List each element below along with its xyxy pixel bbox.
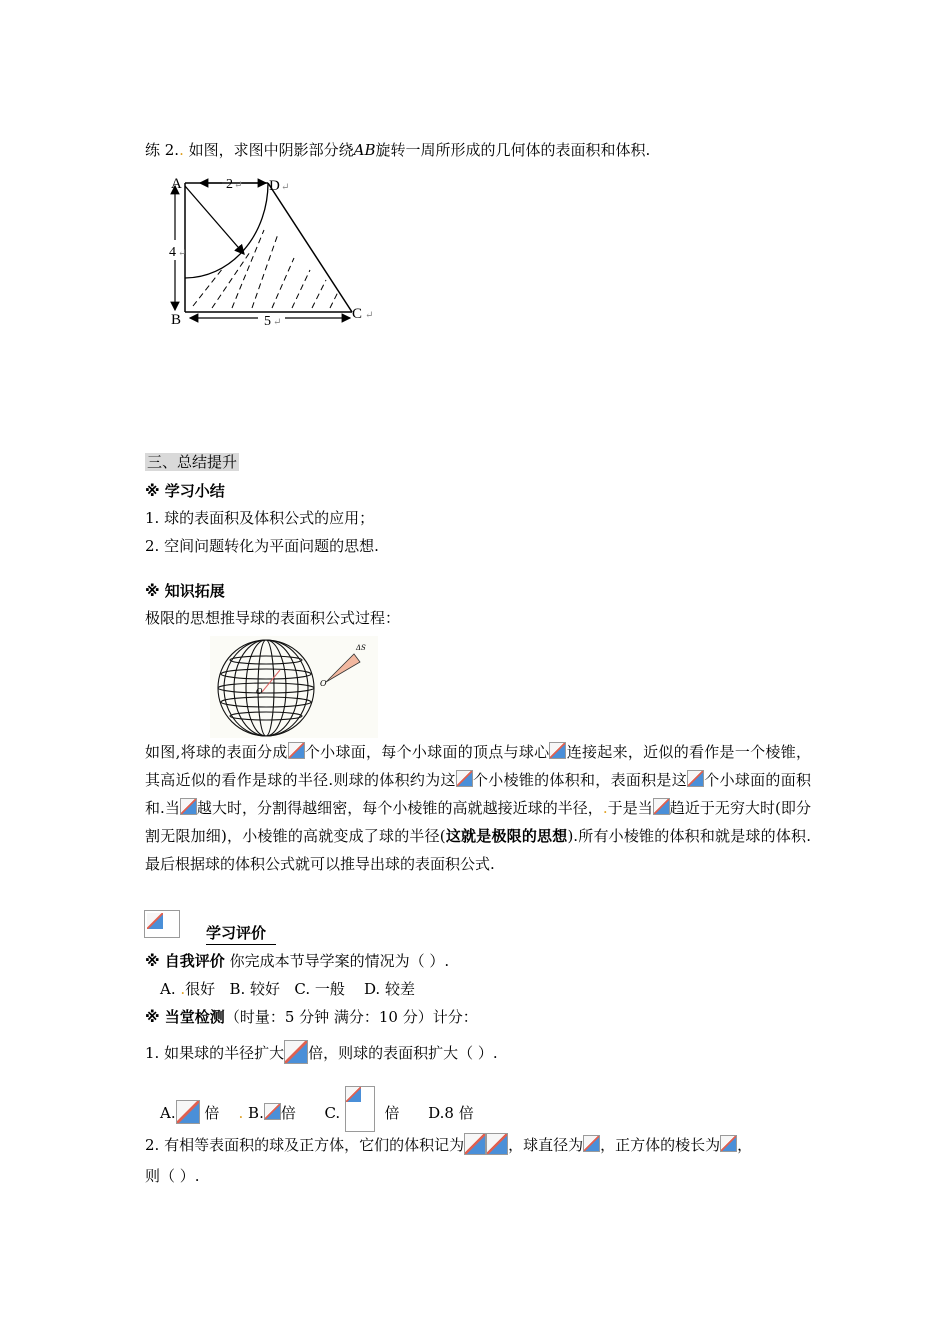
limit-idea-emphasis: 这就是极限的思想	[445, 827, 568, 845]
formula-image	[345, 1086, 375, 1132]
evaluation-title: 学习评价	[206, 922, 276, 945]
svg-text:↵: ↵	[281, 182, 290, 193]
trapezoid-figure	[160, 170, 380, 330]
formula-image	[486, 1133, 508, 1155]
radius-arrow	[185, 186, 244, 254]
formula-image	[687, 770, 704, 787]
formula-image	[464, 1133, 486, 1155]
formula-image	[176, 1100, 200, 1124]
formula-image	[288, 742, 305, 759]
delta-s-label: ΔS	[356, 644, 366, 652]
option-d[interactable]: D. 较差	[363, 980, 415, 998]
sphere-figure	[210, 636, 378, 738]
label-c: C	[352, 306, 363, 322]
formula-image	[583, 1135, 600, 1152]
formula-image	[720, 1135, 737, 1152]
svg-text:O: O	[256, 687, 263, 696]
self-evaluation-options: A. .很好 B. 较好 C. 一般 D. 较差	[160, 980, 415, 998]
svg-text:↵: ↵	[178, 248, 187, 259]
svg-text:↵: ↵	[234, 180, 243, 191]
formula-image	[284, 1040, 308, 1064]
formula-image	[180, 798, 197, 815]
summary-heading: ※ 学习小结	[145, 482, 225, 500]
question-2: 2. 有相等表面积的球及正方体，它们的体积记为 ，球直径为 ，正方体的棱长为 ，	[145, 1133, 752, 1155]
option-a[interactable]: A.	[160, 980, 176, 998]
label-top-len: 2	[226, 177, 233, 192]
self-evaluation: ※ 自我评价 你完成本节导学案的情况为（ ）.	[145, 952, 450, 970]
label-bottom-len: 5	[264, 314, 271, 329]
edge-dc	[268, 183, 352, 312]
extension-heading: ※ 知识拓展	[145, 582, 225, 600]
summary-item-2: 2. 空间问题转化为平面问题的思想.	[145, 537, 379, 555]
question-1: 1. 如果球的半径扩大 倍，则球的表面积扩大（ ）.	[145, 1040, 498, 1064]
svg-text:O: O	[320, 679, 327, 688]
formula-image	[653, 798, 670, 815]
option-b[interactable]: B. 较好	[229, 980, 281, 998]
q1-option-c[interactable]: C.	[324, 1104, 341, 1122]
quick-test-header: ※ 当堂检测（时量：5 分钟 满分：10 分）计分：	[145, 1008, 478, 1026]
hatching	[193, 230, 338, 308]
exercise-2-prompt: 练 2.. 如图，求图中阴影部分绕AB旋转一周所形成的几何体的表面积和体积.	[145, 141, 651, 159]
formula-image	[549, 742, 566, 759]
exercise-label: 练 2.	[145, 141, 180, 159]
question-1-options: A. 倍 . B. 倍 C. 倍 D.8 倍	[160, 1086, 474, 1132]
option-c[interactable]: C. 一般	[294, 980, 345, 998]
label-a: A	[171, 176, 182, 192]
axis-ab: AB	[353, 141, 376, 159]
summary-item-1: 1. 球的表面积及体积公式的应用；	[145, 509, 375, 527]
label-b: B	[171, 312, 182, 328]
formula-image	[456, 770, 473, 787]
label-left-len: 4	[169, 245, 176, 260]
q1-option-a[interactable]: A.	[160, 1104, 176, 1122]
q1-option-b[interactable]: B.	[248, 1104, 264, 1122]
q1-option-d[interactable]: D.8 倍	[428, 1104, 474, 1122]
svg-text:↵: ↵	[273, 317, 282, 328]
label-d: D	[269, 178, 280, 194]
section-3-title: 三、总结提升	[147, 453, 238, 471]
evaluation-icon	[144, 910, 180, 938]
extension-intro: 极限的思想推导球的表面积公式过程：	[145, 609, 401, 627]
svg-text:↵: ↵	[365, 310, 374, 321]
quarter-arc	[185, 183, 268, 278]
limit-paragraph: 如图,将球的表面分成 个小球面，每个小球面的顶点与球心 连接起来，近似的看作是一个棱锥，其高近似的看作是球的半径.则球的体积约为这 个小棱锥的体积和，表面积是这 个小球面的面积和.当 越大时，分割得越细密，每个小棱锥的高就越接近球的半径，.于是当 趋近于无穷大时(即分割无限加细)，小棱锥的高就变成了球的半径(这就是极限的思想).所有小棱锥的体积和就是球的体积.最后根据球的体积公式就可以推导出球的表面积公式.	[145, 743, 811, 873]
question-2-answer: 则（ ）.	[145, 1167, 200, 1185]
formula-image	[264, 1103, 281, 1120]
